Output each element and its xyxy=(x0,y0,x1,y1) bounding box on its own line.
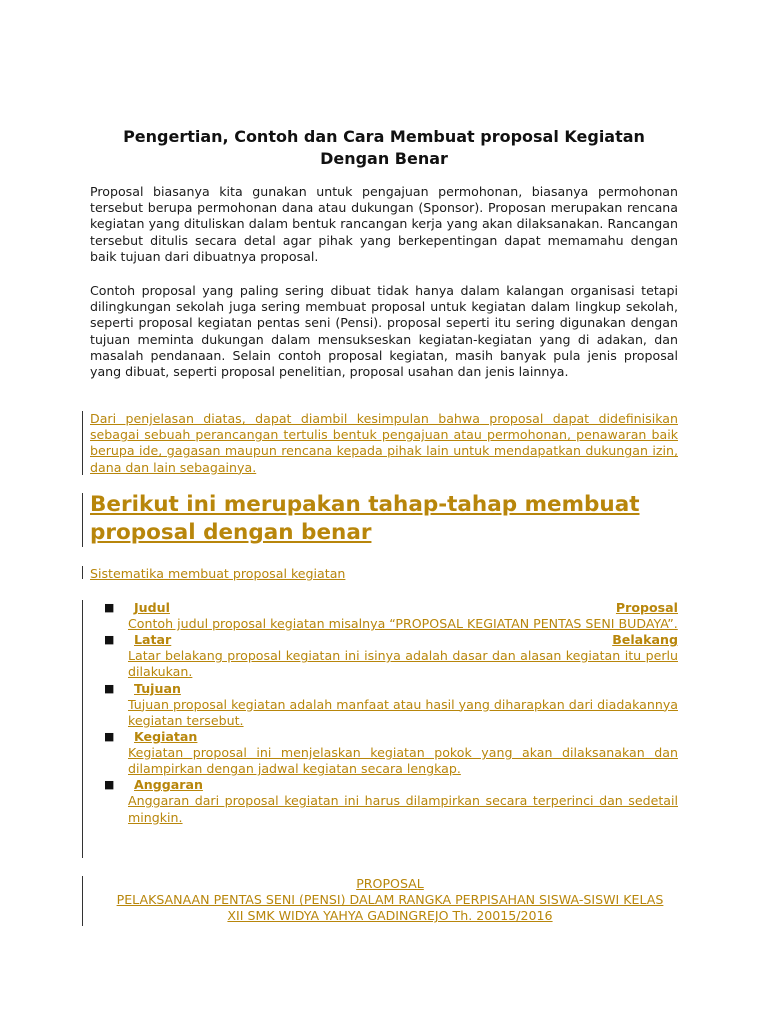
steps-list xyxy=(100,600,680,826)
list-item xyxy=(100,600,680,632)
item-heading[interactable] xyxy=(134,681,678,697)
bullet-icon: ■ xyxy=(104,601,115,614)
footer-line-2: PELAKSANAAN PENTAS SENI (PENSI) DALAM RANGKA PERPISAHAN SISWA-SISWI KELAS xyxy=(116,892,664,908)
steps-heading[interactable]: Berikut ini merupakan tahap-tahap membuat proposal dengan benar xyxy=(90,492,640,545)
footer-line-3: XII SMK WIDYA YAHYA GADINGREJO Th. 20015/2016 xyxy=(227,908,553,924)
item-heading-left: Judul xyxy=(134,600,170,615)
item-heading[interactable] xyxy=(134,600,678,616)
item-description[interactable]: Tujuan proposal kegiatan adalah manfaat atau hasil yang diharapkan dari diadakannya kegiatan tersebut. xyxy=(128,696,678,728)
footer-title[interactable] xyxy=(90,876,690,925)
document-title: Pengertian, Contoh dan Cara Membuat proposal Kegiatan Dengan Benar xyxy=(123,127,645,168)
change-bar xyxy=(82,876,83,926)
item-heading-left: Tujuan xyxy=(134,680,181,696)
list-item xyxy=(100,729,680,777)
item-description[interactable]: Contoh judul proposal kegiatan misalnya “PROPOSAL KEGIATAN PENTAS SENI BUDAYA”. xyxy=(128,616,678,631)
change-bar xyxy=(82,600,83,858)
item-heading[interactable] xyxy=(134,729,678,745)
item-heading-right: Proposal xyxy=(615,600,678,615)
change-bar xyxy=(82,566,83,579)
item-heading-left: Latar xyxy=(134,632,172,648)
item-description[interactable]: Anggaran dari proposal kegiatan ini harus dilampirkan secara terperinci dan sedetail mingkin. xyxy=(128,793,678,825)
change-bar xyxy=(82,493,83,547)
paragraph-examples: Contoh proposal yang paling sering dibuat tidak hanya dalam kalangan organisasi tetapi dilingkungan sekolah juga sering membuat proposal untuk kegiatan dalam lingkup sekolah, seperti proposal kegiatan pentas seni (Pensi). proposal seperti itu sering digunakan dengan tujuan meminta dukungan dalam mensukseskan kegiatan-kegiatan yang di adakan, dan masalah pendanaan. Selain contoh proposal kegiatan, masih banyak pula jenis proposal yang dibuat, seperti proposal penelitian, proposal usahan dan jenis lainnya. xyxy=(90,283,678,380)
conclusion-link[interactable]: Dari penjelasan diatas, dapat diambil kesimpulan bahwa proposal dapat didefinisikan sebagai sebuah perancangan tertulis bentuk pengajuan atau permohonan, penawaran baik berupa ide, gagasan maupun rencana kepada pihak lain untuk mendapatkan dukungan izin, dana dan lain sebagainya. xyxy=(90,411,678,475)
paragraph-intro: Proposal biasanya kita gunakan untuk pengajuan permohonan, biasanya permohonan tersebut berupa permohonan dana atau dukungan (Sponsor). Proposan merupakan rencana kegiatan yang dituliskan dalam bentuk rancangan kerja yang akan dilaksanakan. Rancangan tersebut ditulis secara detal agar pihak yang berkepentingan dapat memamahu dengan baik tujuan dari dibuatnya proposal. xyxy=(90,184,678,264)
footer-line-1: PROPOSAL xyxy=(356,876,424,891)
item-heading[interactable] xyxy=(134,777,678,793)
item-description[interactable]: Kegiatan proposal ini menjelaskan kegiatan pokok yang akan dilaksanakan dan dilampirkan dengan jadwal kegiatan secara lengkap. xyxy=(128,745,678,777)
bullet-icon: ■ xyxy=(104,633,115,647)
bullet-icon: ■ xyxy=(104,778,115,792)
systematics-link[interactable]: Sistematika membuat proposal kegiatan xyxy=(90,566,346,581)
list-item xyxy=(100,777,680,825)
item-heading-right: Belakang xyxy=(612,632,678,648)
item-heading-left: Kegiatan xyxy=(134,729,198,745)
list-item xyxy=(100,681,680,729)
list-item xyxy=(100,632,680,680)
bullet-icon: ■ xyxy=(104,730,115,744)
item-heading-left: Anggaran xyxy=(134,777,203,793)
item-description[interactable]: Latar belakang proposal kegiatan ini isinya adalah dasar dan alasan kegiatan itu perlu dilakukan. xyxy=(128,648,678,680)
item-heading[interactable] xyxy=(134,632,678,648)
bullet-icon: ■ xyxy=(104,681,115,695)
change-bar xyxy=(82,411,83,475)
